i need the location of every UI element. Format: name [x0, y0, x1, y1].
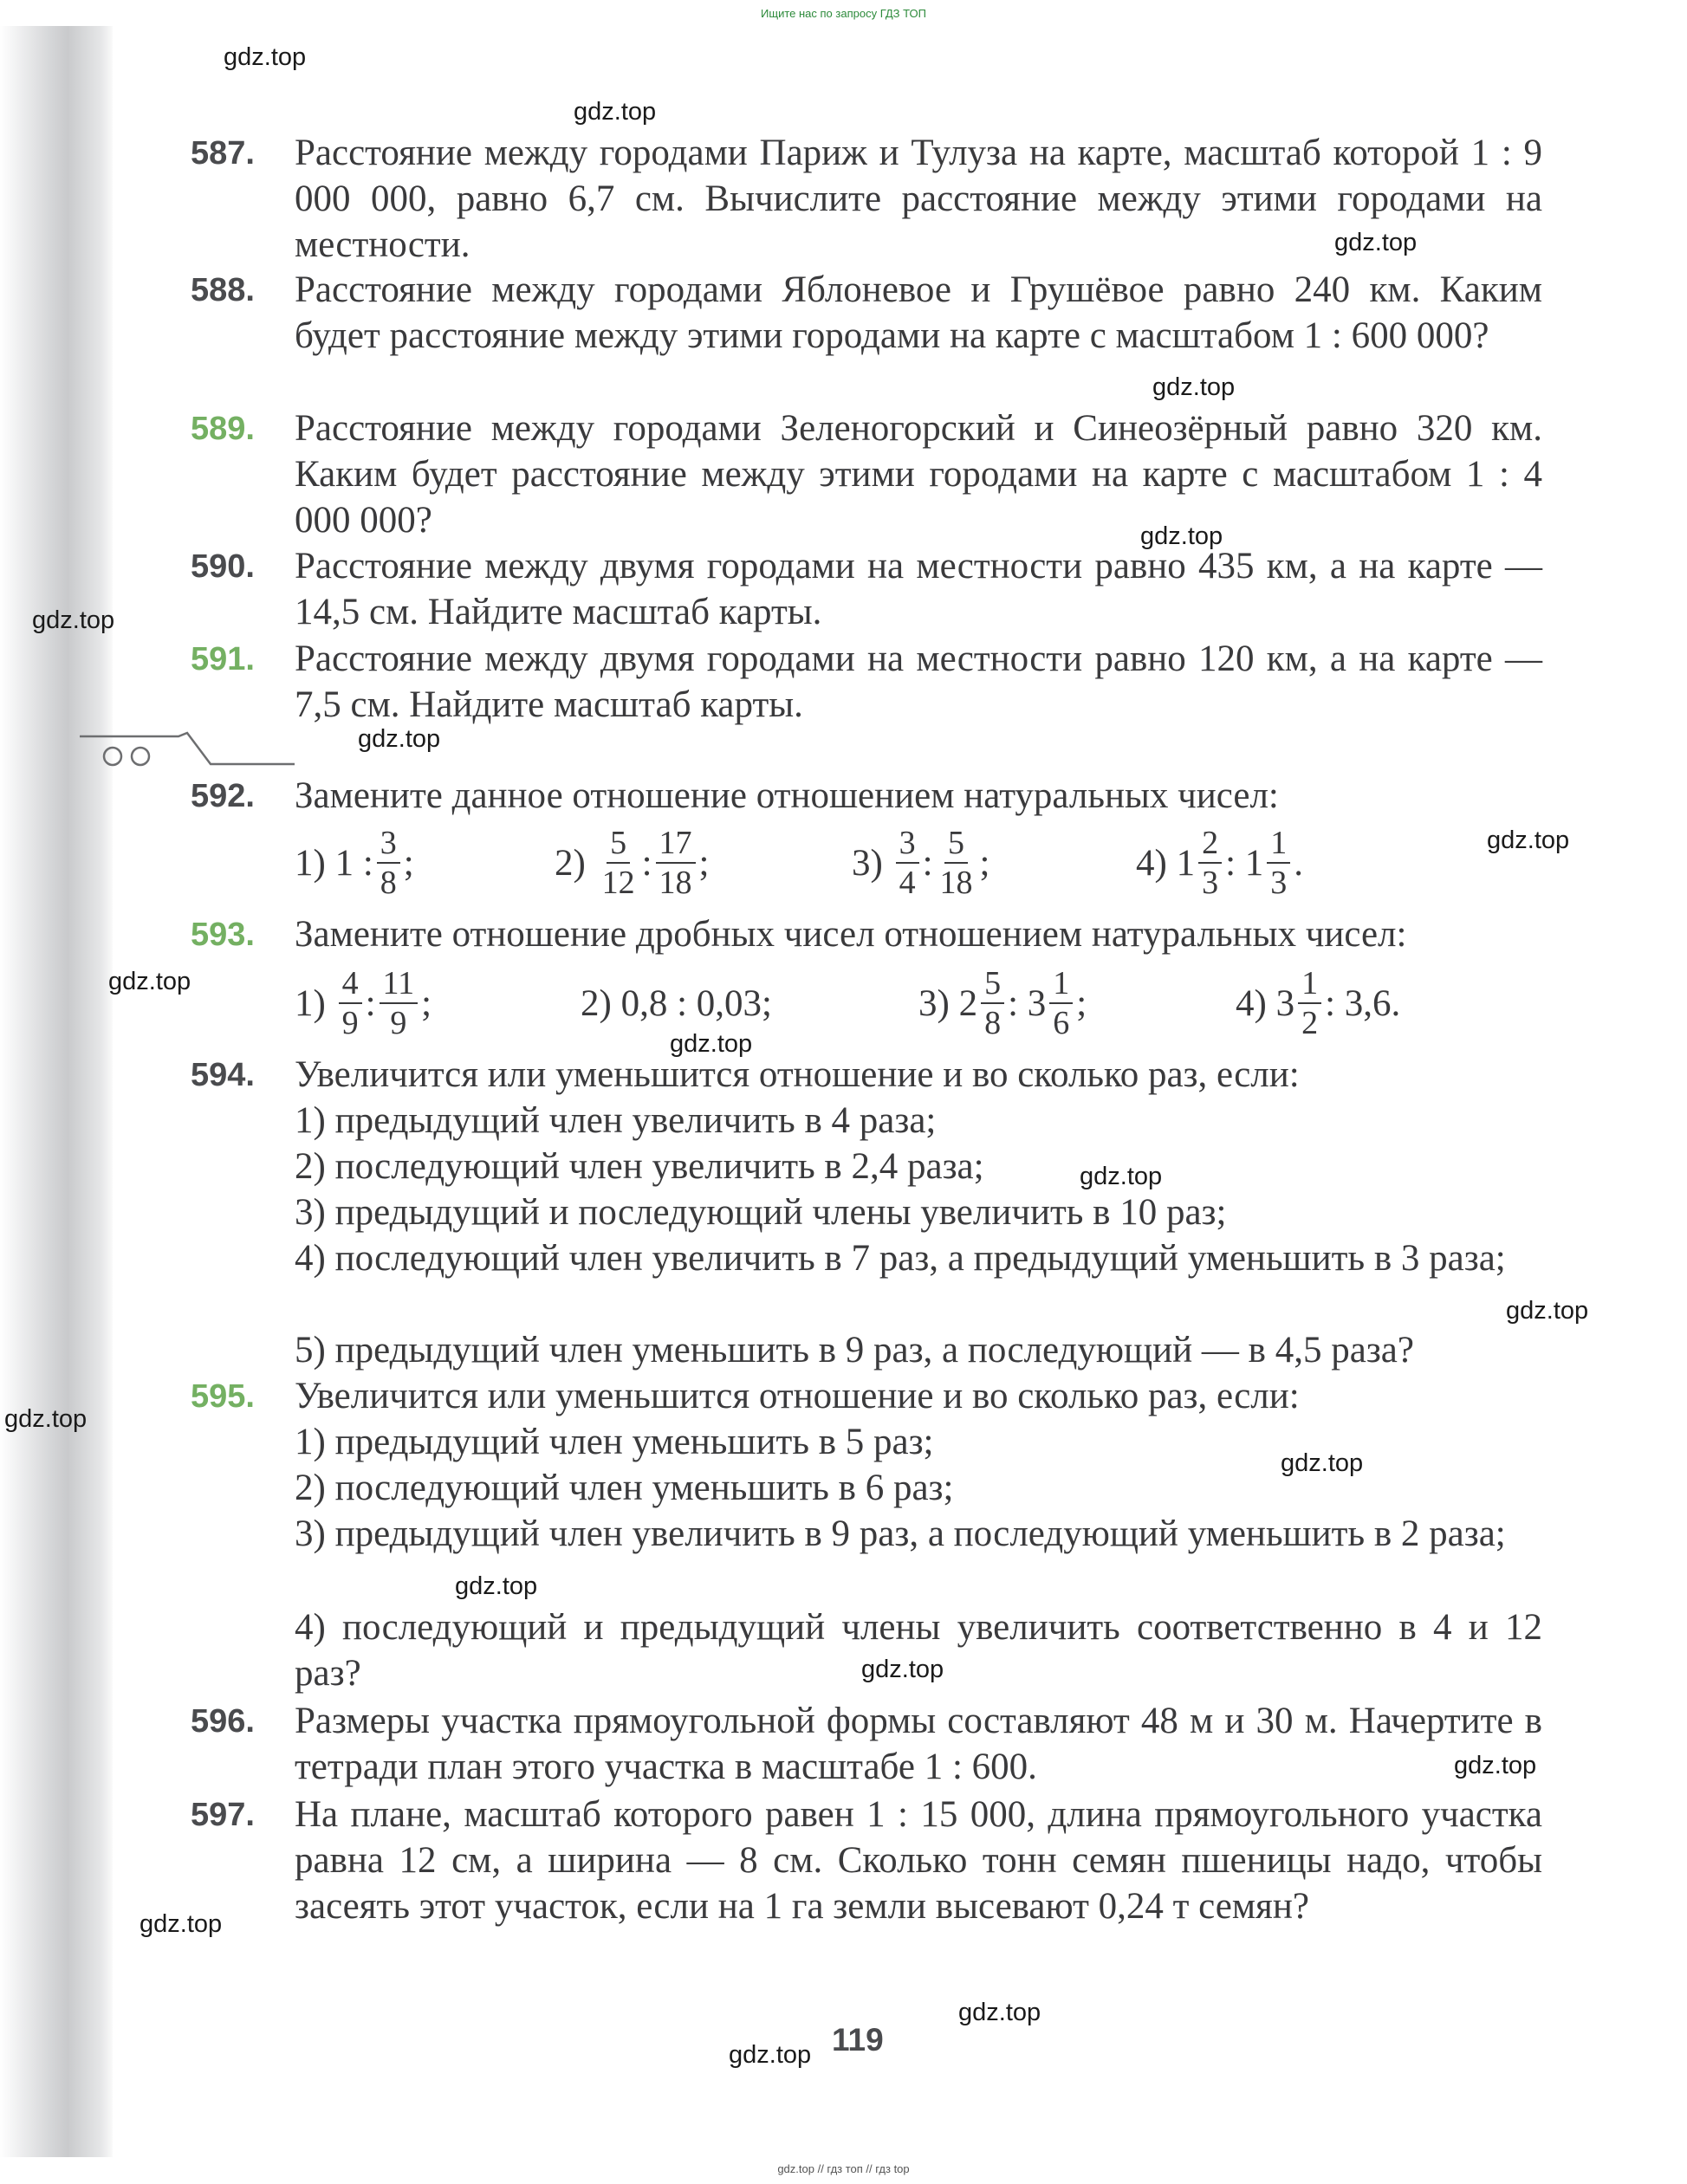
watermark: gdz.top [1334, 229, 1418, 256]
problem-text: Замените данное отношение отношением натуральных чисел: [295, 775, 1279, 816]
watermark: gdz.top [4, 1405, 88, 1433]
option-2: 2) 0,8 : 0,03; [581, 982, 772, 1024]
list-item: 3) предыдущий и последующий члены увеличить в 10 раз; [295, 1192, 1227, 1233]
problem-text: Расстояние между городами Яблоневое и Грушёвое равно 240 км. Каким будет расстояние между этими городами на карте с масштабом 1 : 600 000? [295, 269, 1542, 356]
problem-text: Размеры участка прямоугольной формы составляют 48 м и 30 м. Начертите в тетради план этого участка в масштабе 1 : 600. [295, 1701, 1542, 1787]
watermark: gdz.top [861, 1656, 944, 1683]
option-4: 4) 1 $\frac{2}{3}$ : 1 $\frac{1}{3}$ . [1136, 825, 1304, 901]
watermark: gdz.top [574, 98, 657, 126]
watermark: gdz.top [32, 606, 115, 634]
problem-number: 588. [191, 272, 255, 308]
list-item: 4) последующий член увеличить в 7 раз, а предыдущий уменьшить в 3 раза; [295, 1238, 1506, 1279]
option-2: 2) $\frac{5}{12}$ : $\frac{17}{18}$ ; [555, 825, 710, 901]
watermark: gdz.top [1454, 1752, 1537, 1779]
watermark: gdz.top [958, 1999, 1041, 2026]
page-fold-shadow [0, 26, 113, 2157]
watermark: gdz.top [1140, 522, 1223, 550]
page-number: 119 [832, 2022, 884, 2058]
top-banner: Ищите нас по запросу ГДЗ ТОП [761, 7, 926, 20]
problem-number: 596. [191, 1703, 255, 1740]
problem-number: 592. [191, 778, 255, 814]
watermark: gdz.top [455, 1572, 538, 1600]
watermark: gdz.top [1487, 826, 1570, 854]
list-item: 1) предыдущий член увеличить в 4 раза; [295, 1100, 937, 1141]
problem-number: 595. [191, 1378, 255, 1415]
problem-text: Увеличится или уменьшится отношение и во сколько раз, если: [295, 1376, 1300, 1416]
list-item: 4) последующий и предыдущий члены увеличить соответственно в 4 и 12 раз? [295, 1607, 1542, 1694]
option-1: 1) $\frac{4}{9}$ : $\frac{11}{9}$ ; [295, 965, 432, 1041]
watermark: gdz.top [1080, 1163, 1163, 1190]
watermark: gdz.top [108, 968, 191, 995]
problem-number: 591. [191, 641, 255, 677]
option-1: 1) 1 : $\frac{3}{8}$ ; [295, 825, 414, 901]
list-item: 3) предыдущий член увеличить в 9 раз, а последующий уменьшить в 2 раза; [295, 1513, 1506, 1554]
list-item: 2) последующий член уменьшить в 6 раз; [295, 1468, 954, 1508]
watermark: gdz.top [1281, 1449, 1364, 1477]
watermark: gdz.top [358, 725, 441, 753]
problem-number: 590. [191, 548, 255, 585]
problem-text: Расстояние между городами Париж и Тулуза на карте, масштаб которой 1 : 9 000 000, равно 6,7 см. Вычислите расстояние между этими городами на местности. [295, 133, 1542, 265]
section-divider [76, 729, 302, 781]
watermark: gdz.top [670, 1030, 753, 1058]
watermark: gdz.top [140, 1910, 223, 1938]
problem-text: На плане, масштаб которого равен 1 : 15 000, длина прямоугольного участка равна 12 см, а ширина — 8 см. Сколько тонн семян пшеницы надо, чтобы засеять этот участок, если на 1 га земли высевают 0,24 т семян? [295, 1794, 1542, 1927]
list-item: 5) предыдущий член уменьшить в 9 раз, а последующий — в 4,5 раза? [295, 1330, 1414, 1371]
list-item: 2) последующий член увеличить в 2,4 раза; [295, 1146, 984, 1187]
bottom-banner: gdz.top // гдз топ // гдз top [777, 2162, 910, 2175]
watermark: gdz.top [1506, 1297, 1589, 1325]
problem-number: 587. [191, 135, 255, 172]
list-item: 1) предыдущий член уменьшить в 5 раз; [295, 1422, 934, 1462]
problem-text: Расстояние между двумя городами на местности равно 120 км, а на карте — 7,5 см. Найдите масштаб карты. [295, 638, 1542, 725]
watermark: gdz.top [1152, 373, 1236, 401]
problem-text: Расстояние между городами Зеленогорский и Синеозёрный равно 320 км. Каким будет расстояние между этими городами на карте с масштабом 1 : 4 000 000? [295, 408, 1542, 541]
problem-number: 597. [191, 1797, 255, 1833]
problem-text: Замените отношение дробных чисел отношением натуральных чисел: [295, 914, 1407, 955]
option-3: 3) 2 $\frac{5}{8}$ : 3 $\frac{1}{6}$ ; [918, 965, 1087, 1041]
problem-number: 594. [191, 1057, 255, 1093]
problem-text: Увеличится или уменьшится отношение и во сколько раз, если: [295, 1054, 1300, 1095]
option-3: 3) $\frac{3}{4}$ : $\frac{5}{18}$ ; [852, 825, 990, 901]
problem-number: 593. [191, 917, 255, 953]
problem-text: Расстояние между двумя городами на местности равно 435 км, а на карте — 14,5 см. Найдите масштаб карты. [295, 546, 1542, 632]
option-4: 4) 3 $\frac{1}{2}$ : 3,6. [1236, 965, 1401, 1041]
watermark: gdz.top [224, 43, 307, 71]
watermark: gdz.top [729, 2041, 812, 2069]
problem-number: 589. [191, 411, 255, 447]
